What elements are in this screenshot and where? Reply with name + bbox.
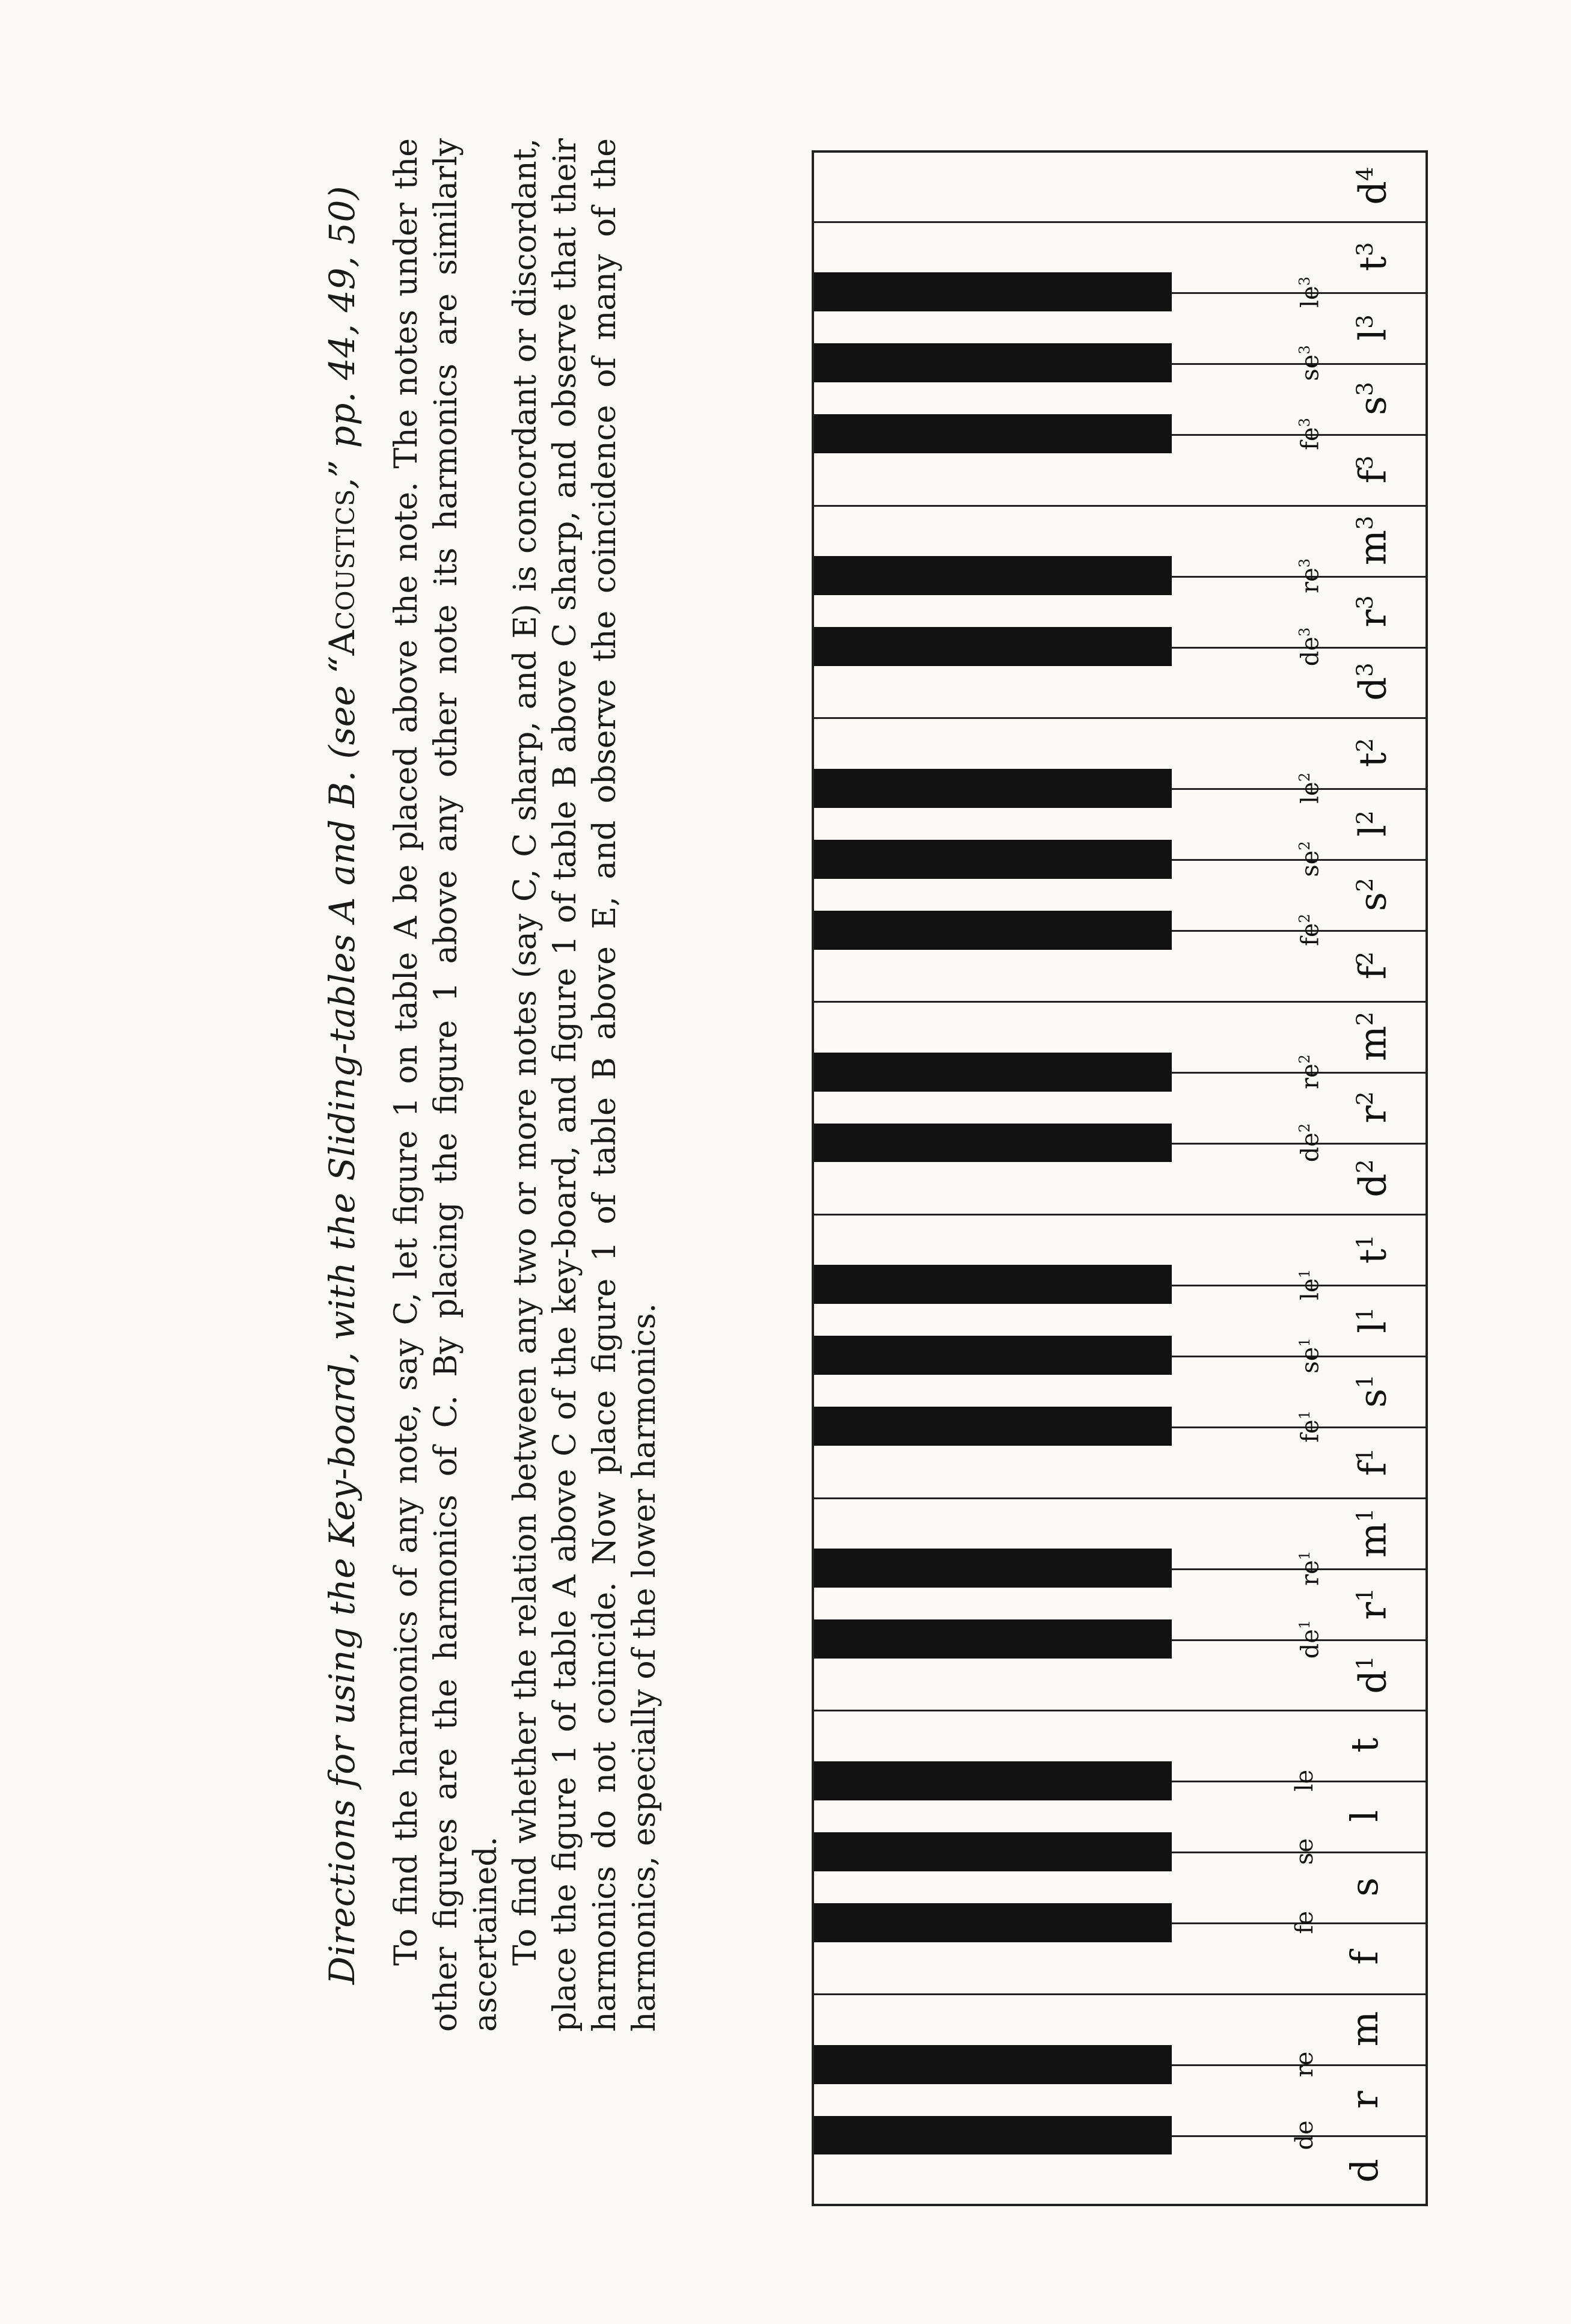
white-key-label: s	[1343, 1877, 1386, 1897]
white-key-octave: 1	[1352, 1587, 1378, 1602]
white-key-octave: 3	[1352, 314, 1378, 329]
white-key-label: $m^3$	[1350, 515, 1395, 565]
white-key-label: $m^2$	[1350, 1011, 1395, 1062]
black-key-octave: 3	[1296, 627, 1313, 637]
black-key-label: $re^2$	[1296, 1054, 1324, 1090]
white-key-octave: 3	[1352, 455, 1378, 470]
heading-ref: ,” pp. 44, 49, 50)	[322, 185, 363, 489]
white-key-octave: 3	[1352, 595, 1378, 610]
white-key-label: f	[1343, 1951, 1386, 1965]
white-key-octave: 1	[1352, 1508, 1378, 1523]
paragraph-concord: To find whether the relation between any two or more notes (say C, C sharp, and E) is concordant or discordant, place the figure 1 of table A above C of the key-board, and figure 1 of table B above C sharp, and observe that their harmonics do not coincide. Now place figure 1 of table B above E, and observe the coincidence of many of the harmonics, especially of the lower harmonics.	[507, 138, 663, 2032]
white-key-label: $s^1$	[1350, 1374, 1395, 1408]
black-key-octave: 3	[1296, 345, 1313, 355]
keyboard-frame	[812, 150, 1428, 2206]
black-key-octave: 2	[1296, 1123, 1313, 1133]
white-key-label: $l^1$	[1350, 1307, 1395, 1333]
white-key-octave: 2	[1352, 951, 1378, 966]
black-key-label: $re^3$	[1296, 558, 1324, 593]
black-key-label: se	[1291, 1838, 1318, 1865]
black-key-label: fe	[1291, 1911, 1318, 1934]
white-key-octave: 1	[1352, 1655, 1378, 1670]
black-key-octave: 2	[1296, 772, 1313, 782]
white-key-label: $r^1$	[1350, 1587, 1395, 1620]
black-key-octave: 1	[1296, 1410, 1313, 1420]
black-key-label: re	[1291, 2051, 1318, 2078]
white-key-octave: 4	[1352, 167, 1378, 181]
black-key-octave: 3	[1296, 276, 1313, 286]
white-key-octave: 3	[1352, 242, 1378, 257]
white-key-label: $f^2$	[1350, 951, 1395, 980]
black-key-octave: 1	[1296, 1269, 1313, 1279]
black-key-label: $le^3$	[1296, 276, 1324, 308]
black-key-label: $se^1$	[1296, 1338, 1324, 1374]
black-key-label: le	[1291, 1770, 1318, 1792]
black-key-octave: 1	[1296, 1338, 1313, 1347]
white-key-label: $d^4$	[1350, 167, 1395, 205]
black-key-label: $fe^1$	[1296, 1410, 1324, 1443]
black-key-label: $de^3$	[1296, 627, 1324, 666]
black-key-label: $re^1$	[1296, 1550, 1324, 1586]
white-key-label: $d^1$	[1350, 1655, 1395, 1694]
black-key-label: $se^2$	[1296, 841, 1324, 878]
black-key-octave: 2	[1296, 914, 1313, 923]
white-key-label: $r^3$	[1350, 595, 1395, 628]
white-key-octave: 2	[1352, 738, 1378, 753]
white-key-octave: 1	[1352, 1307, 1378, 1321]
heading	[322, 138, 363, 2032]
black-key-octave: 3	[1296, 417, 1313, 427]
white-key-label: m	[1343, 2011, 1386, 2047]
white-key-label: $t^3$	[1350, 242, 1395, 272]
white-key-label: r	[1343, 2091, 1386, 2109]
white-key-label: $d^3$	[1350, 662, 1395, 702]
keyboard-diagram	[812, 150, 1428, 2206]
white-key-label: $l^2$	[1350, 810, 1395, 837]
black-key-label: $se^3$	[1296, 345, 1324, 381]
white-key-octave: 2	[1352, 878, 1378, 893]
white-key-label: l	[1343, 1810, 1386, 1823]
white-key-label: d	[1343, 2159, 1386, 2183]
white-key-label: $t^1$	[1350, 1234, 1395, 1264]
black-key-octave: 3	[1296, 558, 1313, 567]
paragraph-harmonics: To find the harmonics of any note, say C, let figure 1 on table A be placed above the note. The notes under the other figures are the harmonics of C. By placing the figure 1 above any other note its harmonics are similarly ascertained.	[388, 138, 504, 2032]
white-key-octave: 2	[1352, 1011, 1378, 1026]
white-key-octave: 2	[1352, 1091, 1378, 1106]
white-key-label: t	[1343, 1737, 1386, 1753]
black-key-label: $fe^2$	[1296, 914, 1324, 947]
white-key-octave: 1	[1352, 1374, 1378, 1389]
black-key-octave: 2	[1296, 1054, 1313, 1064]
white-key-label: $l^3$	[1350, 314, 1395, 341]
black-key-label: $le^1$	[1296, 1269, 1324, 1300]
white-key-octave: 3	[1352, 515, 1378, 530]
black-key-label: $de^1$	[1296, 1619, 1324, 1659]
white-key-label: $d^2$	[1350, 1159, 1395, 1197]
directions-text	[286, 138, 706, 2032]
heading-title: Directions for using the Key-board, with the Sliding-tables A and B.	[322, 770, 363, 1985]
white-key-label: $f^1$	[1350, 1448, 1395, 1476]
white-key-octave: 1	[1352, 1448, 1378, 1463]
white-key-label: $r^2$	[1350, 1091, 1395, 1124]
white-key-octave: 2	[1352, 1159, 1378, 1173]
white-key-octave: 2	[1352, 810, 1378, 825]
white-key-octave: 1	[1352, 1234, 1378, 1249]
white-key-label: $t^2$	[1350, 738, 1395, 768]
black-key-label: $le^2$	[1296, 772, 1324, 804]
white-key-label: $f^3$	[1350, 455, 1395, 483]
black-key-octave: 1	[1296, 1550, 1313, 1560]
white-key-label: $s^2$	[1350, 878, 1395, 912]
heading-see: (see “	[322, 655, 363, 759]
white-key-label: $m^1$	[1350, 1508, 1395, 1558]
black-key-label: de	[1291, 2120, 1318, 2150]
black-key-label: $de^2$	[1296, 1123, 1324, 1163]
white-key-label: $s^3$	[1350, 382, 1395, 415]
white-key-octave: 3	[1352, 382, 1378, 396]
black-key-octave: 1	[1296, 1619, 1313, 1629]
black-key-octave: 2	[1296, 841, 1313, 851]
white-key-octave: 3	[1352, 662, 1378, 677]
black-key-label: $fe^3$	[1296, 417, 1324, 450]
heading-acoustics: Acoustics	[322, 489, 363, 656]
